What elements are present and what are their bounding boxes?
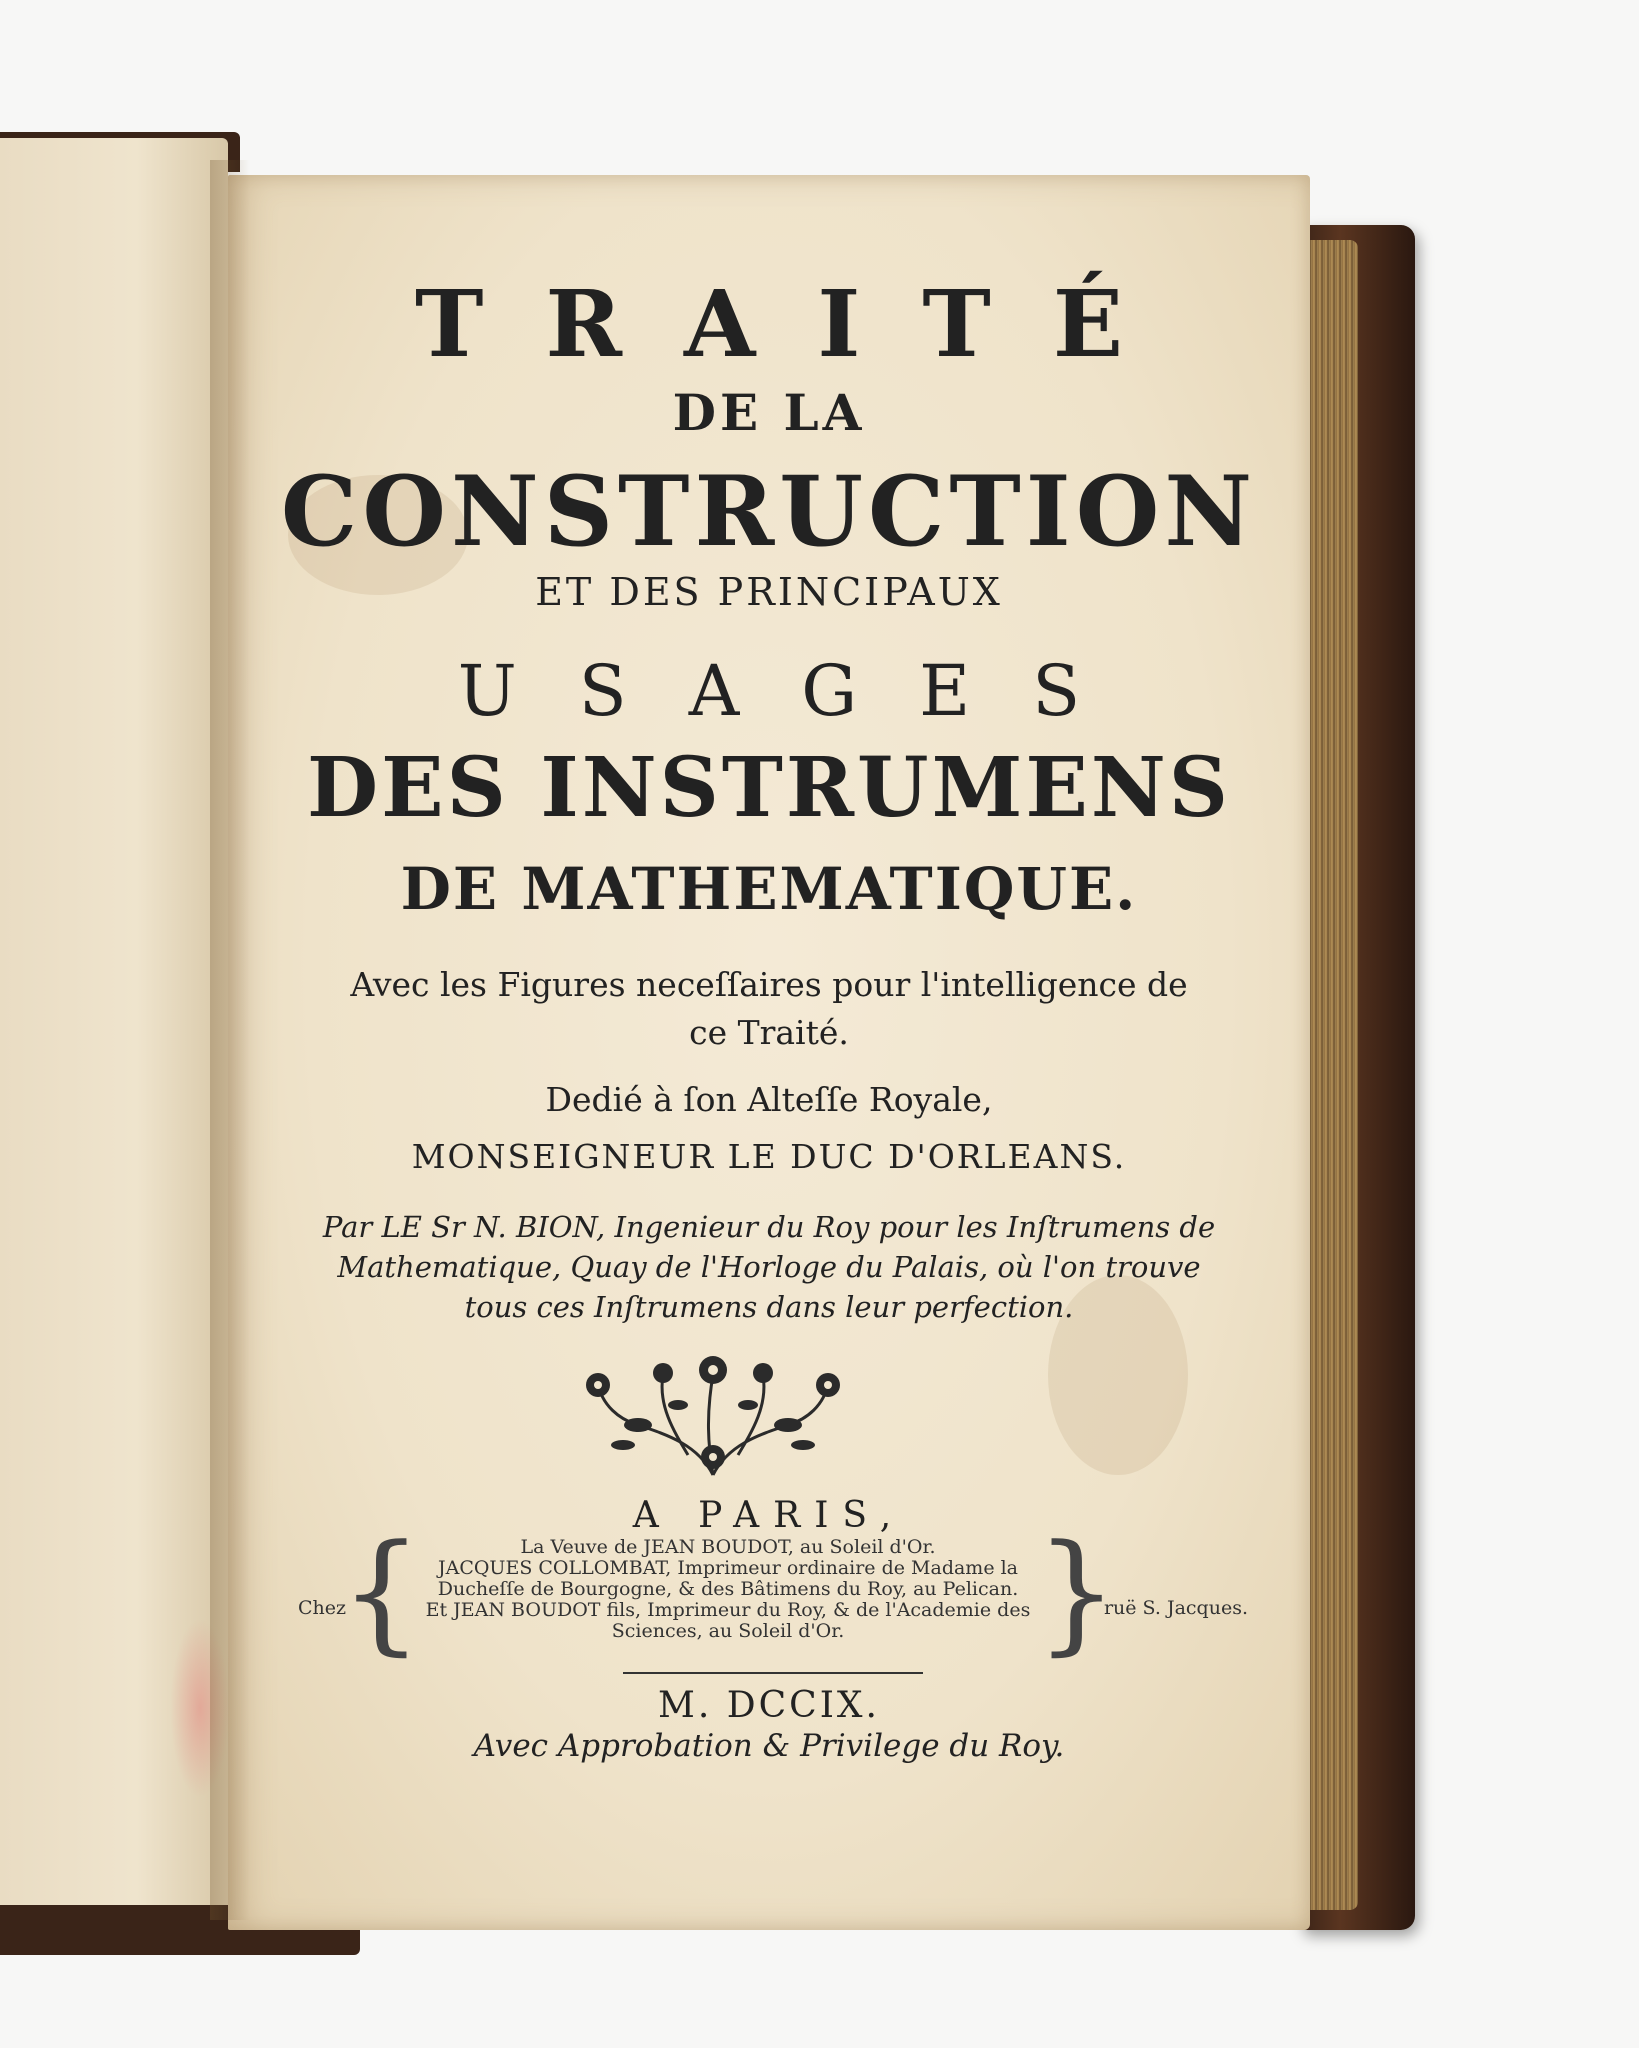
dedication-line-1: Dedié à ſon Alteſſe Royale,	[545, 1080, 993, 1119]
subtitle-line-1: Avec les Figures neceſſaires pour l'intelligence de	[350, 965, 1188, 1004]
right-brace: }	[1035, 1516, 1118, 1668]
title-principaux: ET DES PRINCIPAUX	[535, 570, 1003, 614]
title-page	[228, 175, 1310, 1930]
imprint-chez: Chez	[298, 1597, 347, 1619]
title-traite: TRAITÉ	[415, 270, 1185, 378]
title-usages: USAGES	[457, 650, 1143, 732]
author-line-2: Mathematique, Quay de l'Horloge du Palais, où l'on trouve	[337, 1250, 1201, 1284]
imprint-rue: ruë S. Jacques.	[1103, 1597, 1248, 1619]
imprint-line-3: Ducheſſe de Bourgogne, & des Bâtimens du Roy, au Pelican.	[437, 1578, 1019, 1600]
imprint-line-2: JACQUES COLLOMBAT, Imprimeur ordinaire de Madame la	[437, 1557, 1019, 1579]
imprint-line-4: Et JEAN BOUDOT fils, Imprimeur du Roy, & de l'Academie des	[425, 1599, 1031, 1621]
author-line-3: tous ces Inſtrumens dans leur perfection.	[464, 1290, 1074, 1324]
approbation-line: Avec Approbation & Privilege du Roy.	[473, 1728, 1065, 1764]
imprint-place: A PARIS,	[632, 1495, 906, 1536]
imprint-line-1: La Veuve de JEAN BOUDOT, au Soleil d'Or.	[520, 1536, 936, 1558]
title-de-la: DE LA	[672, 383, 866, 442]
gutter-shadow	[210, 160, 250, 1920]
floral-vignette-icon	[578, 1335, 848, 1480]
dedication-line-2: MONSEIGNEUR LE DUC D'ORLEANS.	[411, 1137, 1127, 1176]
imprint-lines	[378, 1537, 1078, 1642]
subtitle-line-2: ce Traité.	[689, 1013, 849, 1052]
title-instrumens: DES INSTRUMENS	[306, 740, 1232, 836]
left-brace: {	[340, 1516, 423, 1668]
imprint-date: M. DCCIX.	[658, 1685, 880, 1726]
title-mathematique: DE MATHEMATIQUE.	[400, 855, 1138, 923]
imprint-block	[298, 1516, 1248, 1668]
author-line-1: Par LE Sr N. BION, Ingenieur du Roy pour les Inſtrumens de	[322, 1210, 1216, 1244]
imprint-line-5: Sciences, au Soleil d'Or.	[611, 1620, 845, 1642]
left-page	[0, 138, 228, 1923]
title-construction: CONSTRUCTION	[280, 455, 1258, 568]
imprint-rule	[623, 1672, 923, 1674]
